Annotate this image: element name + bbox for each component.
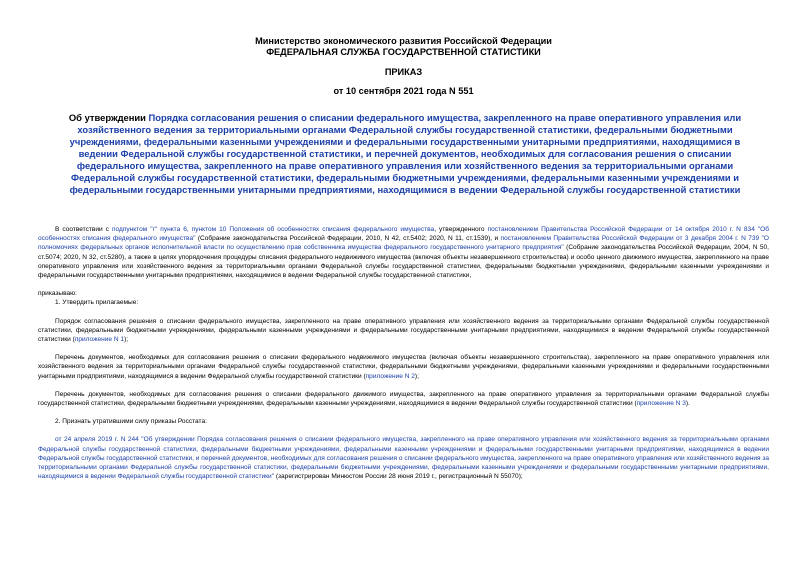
item-1-heading: 1. Утвердить прилагаемые: — [55, 299, 139, 307]
annex-2-end: ); — [414, 372, 419, 380]
preamble-text-3: (Собрание законодательства Российской Федерации, 2010, N 42, ст.5402; 2020, N 11, ст.1539), и — [195, 235, 501, 243]
document-body — [38, 225, 769, 481]
preamble-paragraph — [38, 225, 769, 280]
document-title — [58, 112, 752, 196]
annex-1-text: Порядок согласования решения о списании федерального имущества, закрепленного на праве оперативного управления или хозяйственного ведения за территориальными органами Федеральной службы государственной статистики, федеральными бюджетными учреждениями, федеральными казенными учреждениями и федеральными государственными унитарными предприятиями, находящимися в ведении Федеральной службы государственной статистики ( — [38, 317, 769, 344]
item-2-heading: 2. Признать утратившими силу приказы Росстата: — [55, 418, 207, 426]
annex-2-link[interactable]: приложение N 2 — [365, 372, 415, 380]
repealed-order-end: (зарегистрирован Минюстом России 28 июня 2019 г., регистрационный N 55070); — [274, 473, 523, 481]
preamble-link-resolution-834[interactable]: постановлением Правительства Российской Федерации от 14 октября 2010 г. N 834 "Об особенностях списания федерального имущества" — [38, 226, 770, 243]
document-date: от 10 сентября 2021 года N 551 — [333, 86, 474, 96]
annex-3-end: ). — [685, 400, 690, 408]
ministry-name: Министерство экономического развития Российской Федерации — [255, 36, 552, 46]
preamble-text-1: В соответствии с — [55, 226, 112, 233]
repealed-order-paragraph — [38, 435, 769, 481]
title-prefix: Об утверждении — [68, 112, 149, 123]
document-type: ПРИКАЗ — [384, 67, 423, 77]
preamble-text-2: , утвержденного — [434, 226, 488, 233]
preamble-link-resolution-739[interactable]: постановлением Правительства Российской Федерации от 3 декабря 2004 г. N 739 "О полномочиях федеральных органов исполнительной власти по осуществлению прав собственника имущества федерального государственного унитарного предприятия" — [38, 235, 769, 252]
annex-2-text: Перечень документов, необходимых для согласования решения о списании федерального недвижимого имущества (включая объекты незавершенного строительства), закрепленного на праве оперативного управления или хозяйственного ведения за территориальными органами Федеральной службы государственной статистики, федеральными бюджетными учреждениями, федеральными казенными учреждениями и федеральными государственными унитарными предприятиями, находящимися в ведении Федеральной службы государственной статистики ( — [38, 354, 769, 380]
annex-3-paragraph — [38, 390, 769, 408]
service-name: ФЕДЕРАЛЬНАЯ СЛУЖБА ГОСУДАРСТВЕННОЙ СТАТИСТИКИ — [266, 47, 541, 57]
annex-3-link[interactable]: приложение N 3 — [636, 400, 686, 408]
preamble-link-regulation[interactable]: подпунктом "г" пункта 6, пунктом 10 Положения об особенностях списания федерального имущества — [111, 226, 435, 233]
repealed-order-link[interactable]: от 24 апреля 2019 г. N 244 "Об утверждении Порядка согласования решения о списании федерального имущества, закрепленного на праве оперативного управления или хозяйственного ведения за территориальными органами Федеральной службы государственной статистики, федеральными бюджетными учреждениями, федеральными казенными учреждениями и федеральными государственными унитарными предприятиями, находящимися в ведении Федеральной службы государственной статистики, и перечней документов, необходимых для согласования решения о списании федерального имущества, закрепленного на праве оперативного управления или хозяйственного ведения за территориальными органами Федеральной службы государственной статистики, федеральными бюджетными учреждениями, федеральными казенными учреждениями и федеральными государственными унитарными предприятиями, находящимися в ведении Федеральной службы государственной статистики" — [38, 436, 769, 481]
annex-1-link[interactable]: приложение N 1 — [74, 336, 125, 344]
annex-2-paragraph — [38, 353, 769, 381]
annex-3-text: Перечень документов, необходимых для согласования решения о списании федерального движимого имущества, закрепленного на праве оперативного управления за территориальными органами Федеральной службы государственной статистики, федеральными бюджетными учреждениями, федеральными казенными учреждениями, находящимися в ведении Федеральной службы государственной статистики ( — [38, 390, 769, 408]
preamble-text-4: (Собрание законодательства Российской Федерации, 2004, N 50, ст.5074; 2020, N 32, ст.5280), а также в целях упорядочения процедуры списания федерального недвижимого имущества (включая объекты незавершенного строительства) и особо ценного движимого имущества, закрепленного на праве оперативного управления или хозяйственного ведения за территориальными органами Федеральной службы государственной статистики, федеральными бюджетными учреждениями, федеральными казенными учреждениями и федеральными государственными унитарными предприятиями, находящимися в ведении Федеральной службы государственной статистики, — [38, 244, 769, 280]
order-word: приказываю: — [38, 290, 77, 298]
annex-1-end: ); — [124, 336, 129, 344]
title-link[interactable]: Порядка согласования решения о списании федерального имущества, закрепленного на праве оперативного управления или хозяйственного ведения за территориальными органами Федеральной службы государственной статистики, федеральными бюджетными учреждениями, федеральными казенными учреждениями и федеральными государственными унитарными предприятиями, находящимися в ведении Федеральной службы государственной статистики, и перечней документов, необходимых для согласования решения о списании федерального имущества, закрепленного на праве оперативного управления или хозяйственного ведения за территориальными органами Федеральной службы государственной статистики, федеральными бюджетными учреждениями, федеральными казенными учреждениями и федеральными государственными унитарными предприятиями, находящимися в ведении Федеральной службы государственной статистики — [69, 112, 742, 195]
annex-1-paragraph — [38, 317, 769, 345]
